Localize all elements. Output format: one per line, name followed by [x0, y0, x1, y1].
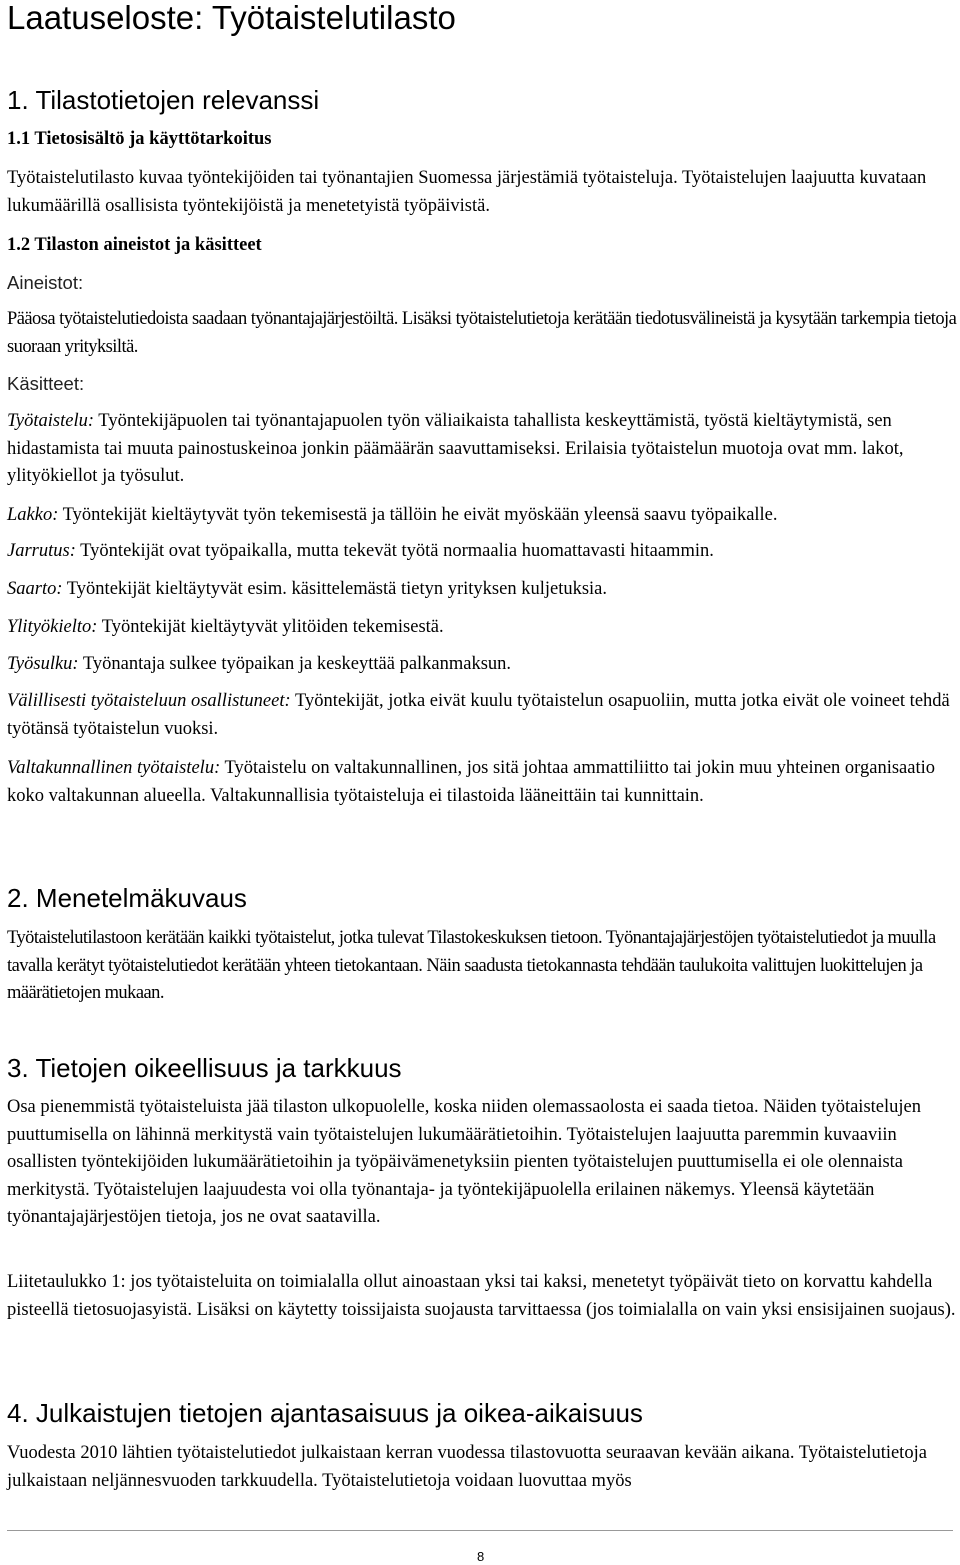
definition-tyosulku [7, 651, 957, 679]
definition-lakko [7, 502, 957, 530]
definition-term: Lakko: [7, 505, 59, 525]
definition-text: Työntekijäpuolen tai työnantajapuolen työn väliaikaista tahallista keskeyttämistä, työstä kieltäytymistä, sen hidastamista tai muuta painostuskeinoa jonkin päämäärän saavuttamiseksi. Erilaisia työtaistelun muotoja ovat mm. lakot, ylityökiellot ja työsulut. [7, 411, 904, 487]
definition-term: Ylityökielto: [7, 617, 98, 637]
section-3-heading: 3. Tietojen oikeellisuus ja tarkkuus [7, 1053, 402, 1083]
definition-text: Työntekijät kieltäytyvät ylitöiden tekemisestä. [97, 617, 444, 637]
page-number: 8 [477, 1549, 485, 1564]
definition-text: Työntekijät ovat työpaikalla, mutta tekevät työtä normaalia huomattavasti hitaammin. [75, 541, 714, 561]
section-1-heading: 1. Tilastotietojen relevanssi [7, 85, 320, 115]
subsection-1-2-heading: 1.2 Tilaston aineistot ja käsitteet [7, 235, 262, 255]
definition-ylityokielto [7, 614, 957, 642]
definition-text: Työntekijät kieltäytyvät työn tekemisestä ja tällöin he eivät myöskään yleensä saavu työpaikalle. [58, 505, 778, 525]
section-3-paragraph-1: Osa pienemmistä työtaisteluista jää tilaston ulkopuolelle, koska niiden olemassaolosta ei saada tietoa. Näiden työtaistelujen puuttumisella on lähinnä merkitystä vain työtaistelujen lukumäärätietoihin. Työtaistelujen laajuutta paremmin kuvaaviin osallisten työntekijöiden lukumäärätietoihin ja työpäivämenetyksiin pienten työtaistelujen puuttumisella ei ole olennaista merkitystä. Työtaistelujen laajuudesta voi olla työnantaja- ja työntekijäpuolella erilainen näkemys. Yleensä käytetään työnantajajärjestöjen tietoja, jos ne ovat saatavilla. [7, 1097, 921, 1228]
definition-valillisesti [7, 688, 957, 743]
definition-term: Työsulku: [7, 654, 79, 674]
definition-valtakunnallinen [7, 755, 957, 810]
aineistot-paragraph: Pääosa työtaistelutiedoista saadaan työnantajajärjestöiltä. Lisäksi työtaistelutietoja kerätään tiedotusvälineistä ja kysytään tarkempia tietoja suoraan yrityksiltä. [7, 309, 957, 357]
definition-text: Työnantaja sulkee työpaikan ja keskeyttää palkanmaksun. [78, 654, 512, 674]
aineistot-label: Aineistot: [7, 272, 84, 293]
definition-saarto [7, 576, 957, 604]
section-2-heading: 2. Menetelmäkuvaus [7, 883, 247, 913]
document-title: Laatuseloste: Työtaistelutilasto [7, 0, 456, 36]
definition-term: Työtaistelu: [7, 411, 95, 431]
definition-term: Välillisesti työtaisteluun osallistuneet: [7, 691, 291, 711]
definition-jarrutus [7, 538, 957, 566]
definition-term: Jarrutus: [7, 541, 76, 561]
section-3-paragraph-2: Liitetaulukko 1: jos työtaisteluita on toimialalla ollut ainoastaan yksi tai kaksi, menetetyt työpäivät tieto on korvattu kahdella pisteellä tietosuojasyistä. Lisäksi on käytetty toissijaista suojausta tarvittaessa (jos toimialalla on vain yksi ensisijainen suojaus). [7, 1272, 956, 1320]
section-1-1-paragraph: Työtaistelutilasto kuvaa työntekijöiden tai työnantajien Suomessa järjestämiä työtaisteluja. Työtaistelujen laajuutta kuvataan lukumäärillä osallisista työntekijöistä ja menetetyistä työpäivistä. [7, 168, 927, 216]
kasitteet-label: Käsitteet: [7, 373, 85, 394]
definition-text: Työntekijät, jotka eivät kuulu työtaistelun osapuoliin, mutta jotka eivät ole voineet tehdä työtänsä työtaistelun vuoksi. [7, 691, 950, 739]
definition-tyotaistelu [7, 408, 957, 491]
section-4-heading: 4. Julkaistujen tietojen ajantasaisuus ja oikea-aikaisuus [7, 1398, 643, 1428]
definition-text: Työntekijät kieltäytyvät esim. käsittelemästä tietyn yrityksen kuljetuksia. [62, 579, 608, 599]
section-4-paragraph: Vuodesta 2010 lähtien työtaistelutiedot julkaistaan kerran vuodessa tilastovuotta seuraavan kevään aikana. Työtaistelutietoja julkaistaan neljännesvuoden tarkkuudella. Työtaistelutietoja voidaan luovuttaa myös [7, 1443, 927, 1491]
subsection-1-1-heading: 1.1 Tietosisältö ja käyttötarkoitus [7, 129, 272, 149]
definition-term: Saarto: [7, 579, 63, 599]
definition-text: Työtaistelu on valtakunnallinen, jos sitä johtaa ammattiliitto tai jokin muu yhteinen organisaatio koko valtakunnan alueella. Valtakunnallisia työtaisteluja ei tilastoida lääneittäin tai kunnittain. [7, 758, 936, 806]
footer-divider [7, 1530, 953, 1531]
section-2-paragraph: Työtaistelutilastoon kerätään kaikki työtaistelut, jotka tulevat Tilastokeskuksen tietoon. Työnantajajärjestöjen työtaistelutiedot ja muulla tavalla kerätyt työtaistelutiedot kerätään yhteen tietokantaan. Näin saadusta tietokannasta tehdään taulukoita valittujen luokittelujen ja määrätietojen mukaan. [7, 928, 936, 1004]
definition-term: Valtakunnallinen työtaistelu: [7, 758, 221, 778]
